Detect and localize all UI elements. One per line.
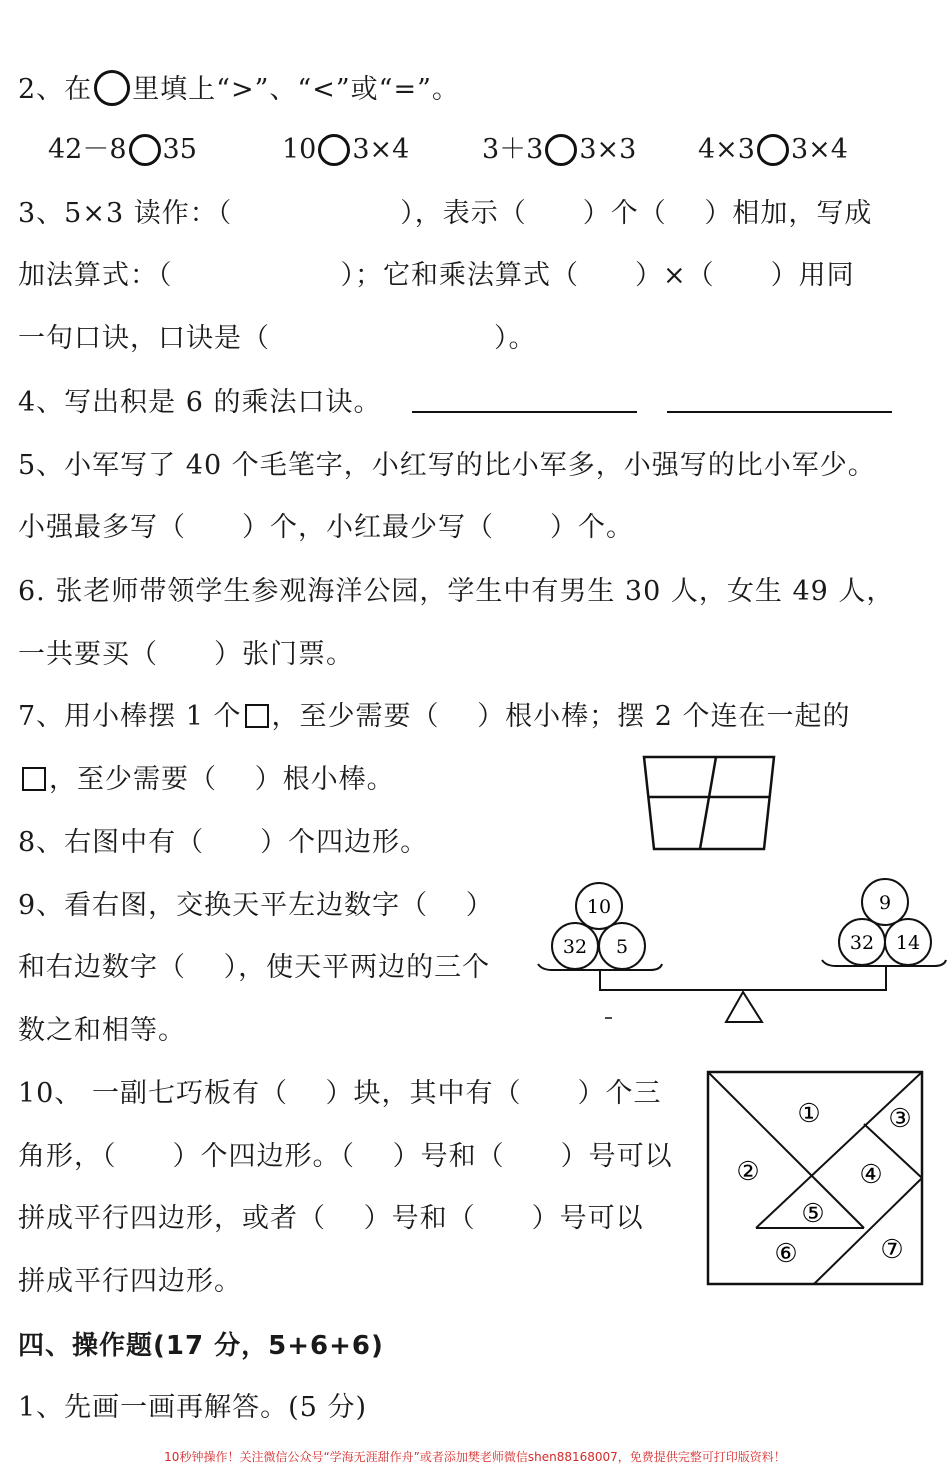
- q2-suffix: 里填上“>”、“<”或“=”。: [132, 74, 460, 105]
- q2-instruction: [18, 70, 910, 108]
- expr-left: 4×3: [698, 134, 755, 165]
- q3-line-2: 加法算式：（ ）；它和乘法算式（ ）×（ ）用同: [18, 260, 855, 291]
- quadrilateral-figure: [640, 755, 780, 855]
- q9-line-1: 9、看右图，交换天平左边数字（ ）: [18, 890, 494, 921]
- expr-right: 3×4: [790, 134, 848, 165]
- expr-right: 3×4: [352, 134, 410, 165]
- q3-line-1: 3、5×3 读作：（ ），表示（ ）个（ ）相加，写成: [18, 198, 873, 229]
- q6-line-1: 6. 张老师带领学生参观海洋公园，学生中有男生 30 人，女生 49 人，: [18, 576, 895, 607]
- left-pan: [538, 964, 662, 970]
- q7-text-c: ，至少需要（ ）根小棒。: [49, 764, 395, 795]
- q9-line-2: 和右边数字（ ），使天平两边的三个: [18, 952, 491, 983]
- expr-left: 10: [282, 134, 317, 165]
- tangram-piece-1-label: ①: [797, 1099, 821, 1129]
- tangram-piece-5-label: ⑤: [801, 1199, 825, 1229]
- q10-line-1: 10、 一副七巧板有（ ）块，其中有（ ）个三: [18, 1078, 662, 1109]
- blank-circle-icon[interactable]: [94, 70, 130, 106]
- tangram-piece-3-label: ③: [888, 1104, 912, 1134]
- q2-expr-2: [282, 132, 409, 168]
- q10-line-2: 角形，（ ）个四边形。（ ）号和（ ）号可以: [18, 1141, 673, 1172]
- right-ball-top-label: 9: [878, 892, 892, 914]
- left-ball-top-label: 10: [586, 896, 612, 918]
- right-ball-right-label: 14: [895, 932, 921, 954]
- q2-expr-3: [482, 132, 636, 168]
- compare-circle-icon[interactable]: [757, 134, 789, 166]
- expr-right: 35: [162, 134, 197, 165]
- right-pan: [822, 960, 946, 966]
- left-ball-right-label: 5: [615, 936, 629, 958]
- left-ball-left-label: 32: [562, 936, 588, 958]
- expr-left: 3＋3: [482, 134, 544, 165]
- fulcrum-triangle: [726, 992, 762, 1022]
- q10-line-3: 拼成平行四边形，或者（ ）号和（ ）号可以: [18, 1203, 644, 1234]
- answer-blank-1[interactable]: [412, 387, 637, 413]
- section-4-q1: 1、先画一画再解答。(5 分): [18, 1392, 368, 1423]
- expr-left: 42－8: [48, 134, 127, 165]
- q2-expr-4: [698, 132, 848, 168]
- q5-line-1: 5、小军写了 40 个毛笔字，小红写的比小军多，小强写的比小军少。: [18, 450, 876, 481]
- compare-circle-icon[interactable]: [129, 134, 161, 166]
- q8-line: 8、右图中有（ ）个四边形。: [18, 827, 429, 858]
- figure-slanted-divider: [700, 757, 716, 849]
- square-icon: [245, 704, 269, 728]
- q7-line-1: [18, 699, 910, 735]
- expr-right: 3×3: [579, 134, 637, 165]
- answer-blank-2[interactable]: [667, 387, 892, 413]
- balance-scale-figure: [530, 878, 950, 1028]
- q6-line-2: 一共要买（ ）张门票。: [18, 639, 354, 670]
- q2-expr-1: [48, 132, 197, 168]
- tangram-piece-7-label: ⑦: [880, 1235, 904, 1265]
- q7-text-b: ，至少需要（ ）根小棒；摆 2 个连在一起的: [271, 701, 851, 732]
- right-ball-left-label: 32: [849, 932, 875, 954]
- q9-line-3: 数之和相等。: [18, 1015, 186, 1046]
- q7-text-a: 7、用小棒摆 1 个: [18, 701, 242, 732]
- q4-line: [18, 385, 910, 421]
- square-icon: [22, 767, 46, 791]
- compare-circle-icon[interactable]: [318, 134, 350, 166]
- q4-text: 4、写出积是 6 的乘法口诀。: [18, 387, 382, 418]
- footer-note: 10秒钟操作！关注微信公众号“学海无涯甜作舟”或者添加樊老师微信shen88168007，免费提供完整可打印版资料！: [164, 1450, 786, 1464]
- tangram-piece-2-label: ②: [736, 1157, 760, 1187]
- q3-line-3: 一句口诀，口诀是（ ）。: [18, 323, 537, 354]
- tangram-figure: [706, 1070, 924, 1286]
- q5-line-2: 小强最多写（ ）个，小红最少写（ ）个。: [18, 512, 634, 543]
- tangram-line: [756, 1072, 922, 1228]
- compare-circle-icon[interactable]: [545, 134, 577, 166]
- section-4-heading: 四、操作题(17 分，5+6+6): [18, 1331, 384, 1361]
- q2-prefix: 2、在: [18, 74, 93, 105]
- q10-line-4: 拼成平行四边形。: [18, 1266, 242, 1297]
- tangram-piece-6-label: ⑥: [774, 1239, 798, 1269]
- tangram-piece-4-label: ④: [859, 1160, 883, 1190]
